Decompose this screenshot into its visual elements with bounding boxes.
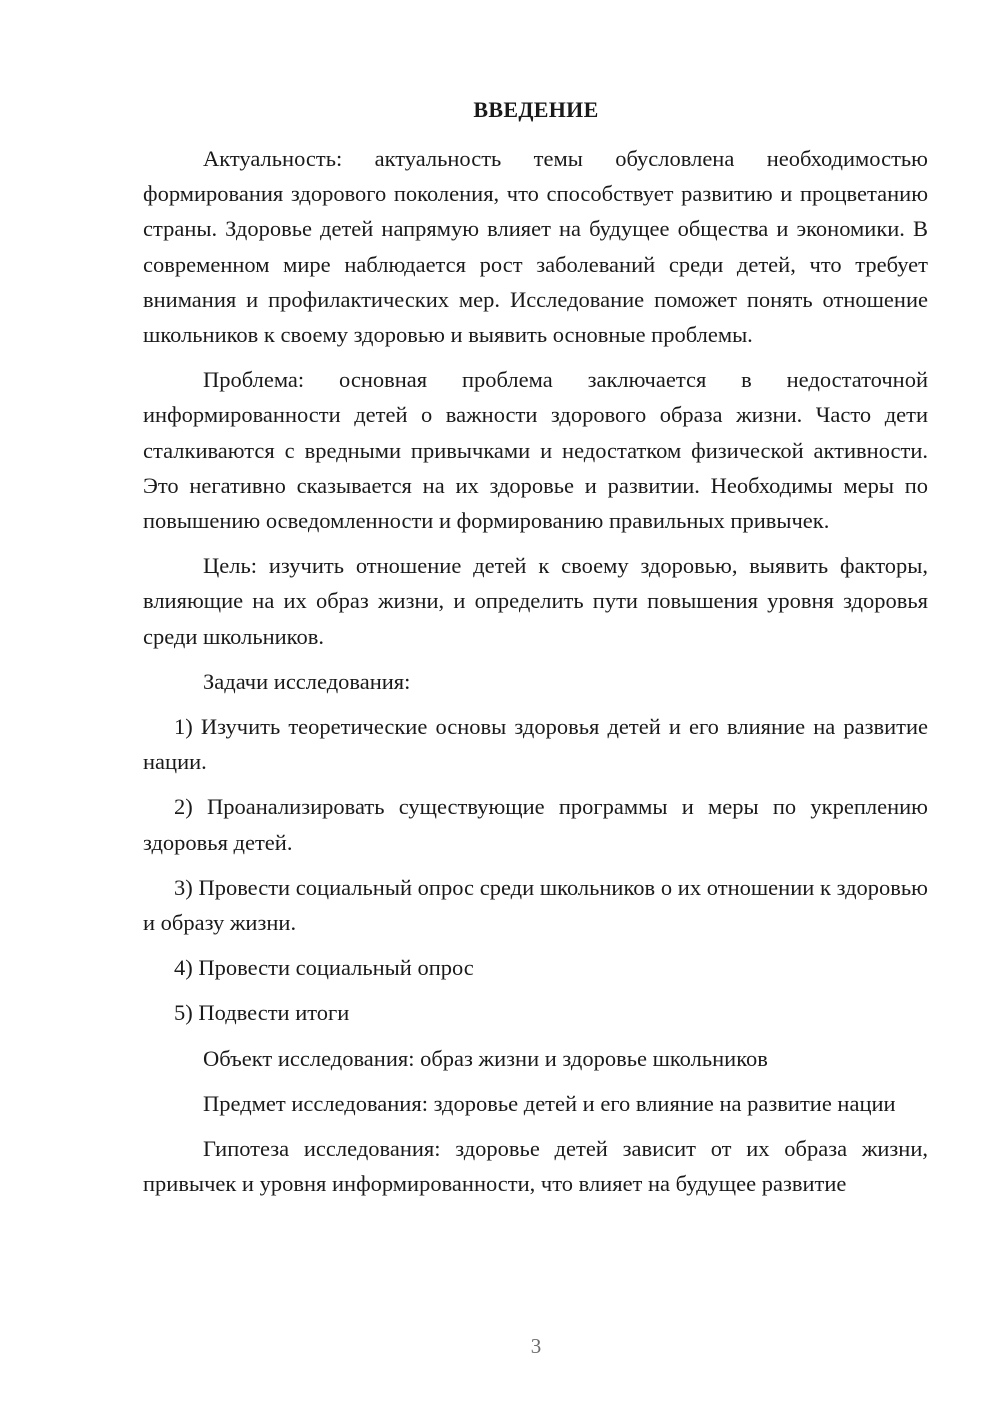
- page-title: ВВЕДЕНИЕ: [473, 97, 599, 122]
- task-item: 5) Подвести итоги: [174, 1000, 350, 1026]
- paragraph-goal: Цель: изучить отношение детей к своему здоровью, выявить факторы, влияющие на их образ жизни, и определить пути повышения уровня здоровья среди школьников.: [143, 553, 928, 649]
- task-item: 3) Провести социальный опрос среди школьников о их отношении к здоровью и образу жизни.: [143, 874, 928, 936]
- paragraph-object: Объект исследования: образ жизни и здоровье школьников: [203, 1045, 768, 1071]
- task-item: 2) Проанализировать существующие программы и меры по укреплению здоровья детей.: [143, 794, 928, 855]
- page-number: 3: [530, 1334, 542, 1358]
- paragraph-tasks-heading: Задачи исследования:: [203, 668, 411, 694]
- paragraph-subject: Предмет исследования: здоровье детей и его влияние на развитие нации: [203, 1090, 896, 1116]
- paragraph-hypothesis: Гипотеза исследования: здоровье детей зависит от их образа жизни, привычек и уровня информированности, что влияет на будущее развитие: [143, 1136, 928, 1197]
- paragraph-problem: Проблема: основная проблема заключается в недостаточной информированности детей о важности здорового образа жизни. Часто дети сталкиваются с вредными привычками и недостатком физической активности. Это негативно сказывается на их здоровье и развитии. Необходимы меры по повышению осведомленности и формированию правильных привычек.: [143, 367, 928, 534]
- task-item: 1) Изучить теоретические основы здоровья детей и его влияние на развитие нации.: [143, 714, 928, 775]
- task-item: 4) Провести социальный опрос: [174, 955, 474, 981]
- document-body: [143, 141, 928, 1201]
- paragraph-relevance: Актуальность: актуальность темы обусловлена необходимостью формирования здорового поколения, что способствует развитию и процветанию страны. Здоровье детей напрямую влияет на будущее общества и экономики. В современном мире наблюдается рост заболеваний среди детей, что требует внимания и профилактических мер. Исследование поможет понять отношение школьников к своему здоровью и выявить основные проблемы.: [143, 146, 928, 348]
